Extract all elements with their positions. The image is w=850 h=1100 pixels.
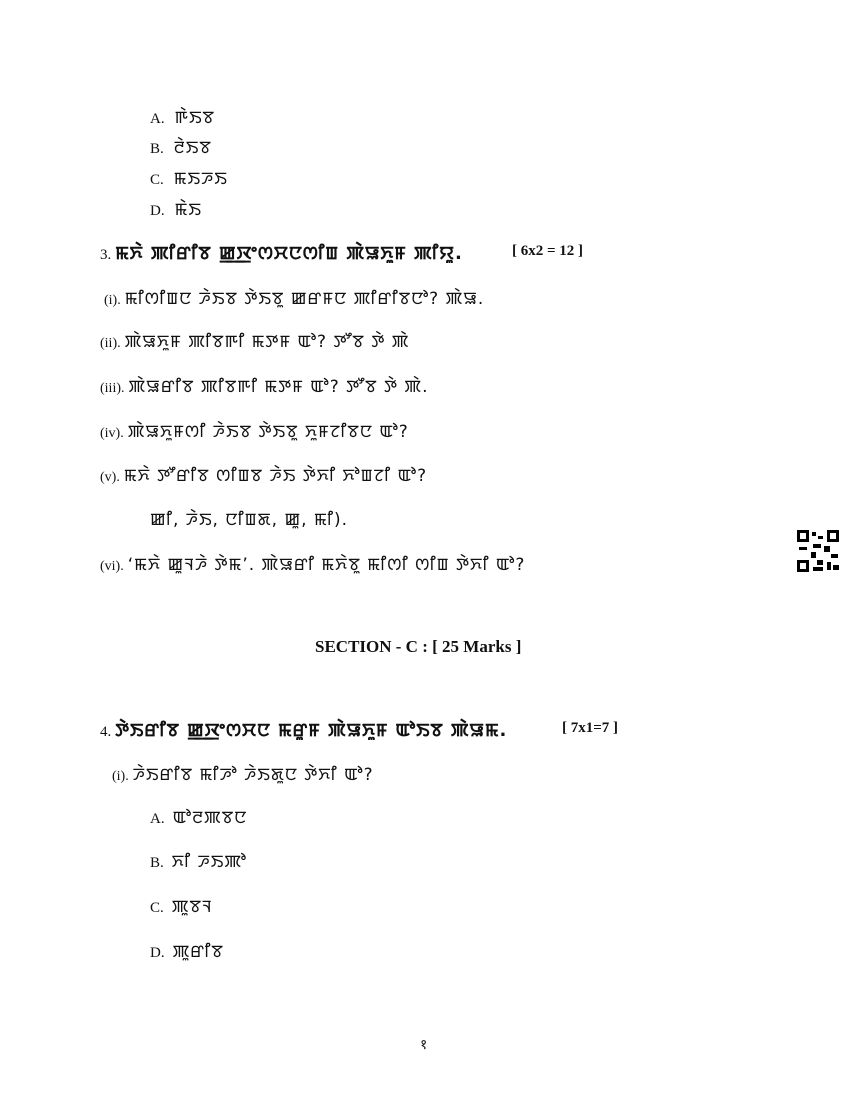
q3-item-v — [100, 464, 427, 487]
q4-option-a — [150, 806, 247, 829]
item-number: (vi). — [100, 559, 124, 574]
item-text: ꯄꯥꯎꯈꯨꯝꯁꯤ ꯍꯥꯏꯕ ꯇꯥꯏꯕꯨ ꯈꯨꯝꯖꯤꯕꯅ ꯑꯣ? — [127, 422, 409, 442]
option-text: ꯂꯥꯏꯕ — [173, 138, 212, 158]
q4-option-d — [150, 940, 224, 963]
item-number: (ii). — [100, 336, 121, 351]
q4-question-i — [112, 763, 374, 786]
option-text: ꯃꯥꯏ — [174, 200, 202, 220]
option-text: ꯄꯨꯔꯤꯕ — [172, 942, 224, 962]
option-letter: D. — [150, 945, 165, 961]
q3-item-iii — [100, 375, 429, 398]
item-number: (v). — [100, 470, 120, 485]
q4-option-b — [150, 850, 247, 873]
item-number: (iii). — [100, 381, 125, 396]
q4-title: ꯇꯥꯏꯔꯤꯕ ꯀ꯭ꯋꯦꯁꯆꯅ ꯃꯔꯨꯝ ꯄꯥꯎꯈꯨꯝ ꯑꯣꯏꯕ ꯄꯥꯎꯃ. — [115, 720, 508, 741]
q4-number: 4. — [100, 724, 112, 740]
item-text: ꯃꯈꯥ ꯇꯧꯔꯤꯕ ꯁꯤꯡꯕ ꯍꯥꯏ ꯇꯥꯈꯤ ꯈꯣꯡꯖꯤ ꯑꯣ? — [123, 466, 428, 486]
section-c-heading: SECTION - C : [ 25 Marks ] — [315, 637, 522, 656]
qr-code-icon — [797, 530, 839, 572]
option-text: ꯑꯣꯂꯄꯕꯅ — [172, 808, 248, 828]
q3-heading — [100, 240, 463, 265]
q3-item-iv — [100, 420, 409, 443]
option-letter: B. — [150, 141, 164, 157]
q3-number: 3. — [100, 247, 112, 263]
top-option-d — [150, 198, 202, 221]
q3-title: ꯃꯈꯥ ꯄꯤꯔꯤꯕ ꯀ꯭ꯋꯦꯁꯆꯅꯁꯤꯡ ꯄꯥꯎꯈꯨꯝ ꯄꯤꯌꯨ. — [115, 243, 463, 264]
item-number: (i). — [104, 293, 121, 308]
option-letter: A. — [150, 811, 165, 827]
q3-item-ii — [100, 330, 409, 353]
q3-item-vi — [100, 553, 525, 576]
q3-item-v-continued — [150, 508, 348, 531]
q4-marks: [ 7x1=7 ] — [562, 720, 619, 736]
q4-heading — [100, 717, 507, 742]
option-text: ꯒꯥꯏꯕ — [174, 108, 216, 128]
item-text: ꯄꯥꯎꯈꯨꯝ ꯄꯤꯕꯒꯤ ꯃꯇꯝ ꯑꯣ? ꯇꯧꯕ ꯇꯥ ꯄꯥ — [124, 332, 410, 352]
item-number: (iv). — [100, 426, 124, 441]
top-option-c — [150, 167, 228, 190]
q3-marks: [ 6x2 = 12 ] — [512, 243, 584, 259]
option-letter: B. — [150, 855, 164, 871]
option-letter: A. — [150, 111, 165, 127]
item-text: ꯃꯤꯁꯤꯡꯅ ꯍꯥꯏꯕ ꯇꯥꯏꯕꯨ ꯀꯔꯝꯅ ꯄꯤꯔꯤꯕꯅꯣ? ꯄꯥꯎ. — [124, 289, 485, 309]
page-number: १ — [420, 1038, 428, 1053]
item-text: ꯄꯥꯎꯔꯤꯕ ꯄꯤꯕꯒꯤ ꯃꯇꯝ ꯑꯣ? ꯇꯧꯕ ꯇꯥ ꯄꯥ. — [128, 377, 429, 397]
item-text: ꯍꯥꯏꯔꯤꯕ ꯃꯤꯍꯣ ꯍꯥꯏꯗꯨꯅ ꯇꯥꯈꯤ ꯑꯣ? — [132, 765, 374, 785]
option-letter: C. — [150, 172, 164, 188]
q3-item-i — [104, 287, 484, 310]
q4-option-c — [150, 895, 213, 918]
option-text: ꯈꯤ ꯍꯏꯄꯣ — [171, 852, 247, 872]
option-letter: D. — [150, 203, 165, 219]
option-letter: C. — [150, 900, 164, 916]
item-text: ꯀꯤ, ꯍꯥꯏ, ꯅꯤꯡꯗ, ꯀꯨ, ꯃꯤ). — [150, 510, 349, 530]
option-text: ꯃꯏꯍꯏ — [173, 169, 228, 189]
top-option-a — [150, 106, 215, 129]
item-number: (i). — [112, 769, 129, 784]
item-text: ‘ꯃꯈꯥ ꯀꯨꯜꯍꯥ ꯇꯥꯃ’. ꯄꯥꯎꯔꯤ ꯃꯈꯥꯕꯨ ꯃꯤꯁꯤ ꯁꯤꯡ ꯇꯥꯈꯤ ꯑꯣ? — [127, 555, 526, 575]
option-text: ꯄꯨꯕꯜ — [171, 897, 213, 917]
top-option-b — [150, 136, 212, 159]
